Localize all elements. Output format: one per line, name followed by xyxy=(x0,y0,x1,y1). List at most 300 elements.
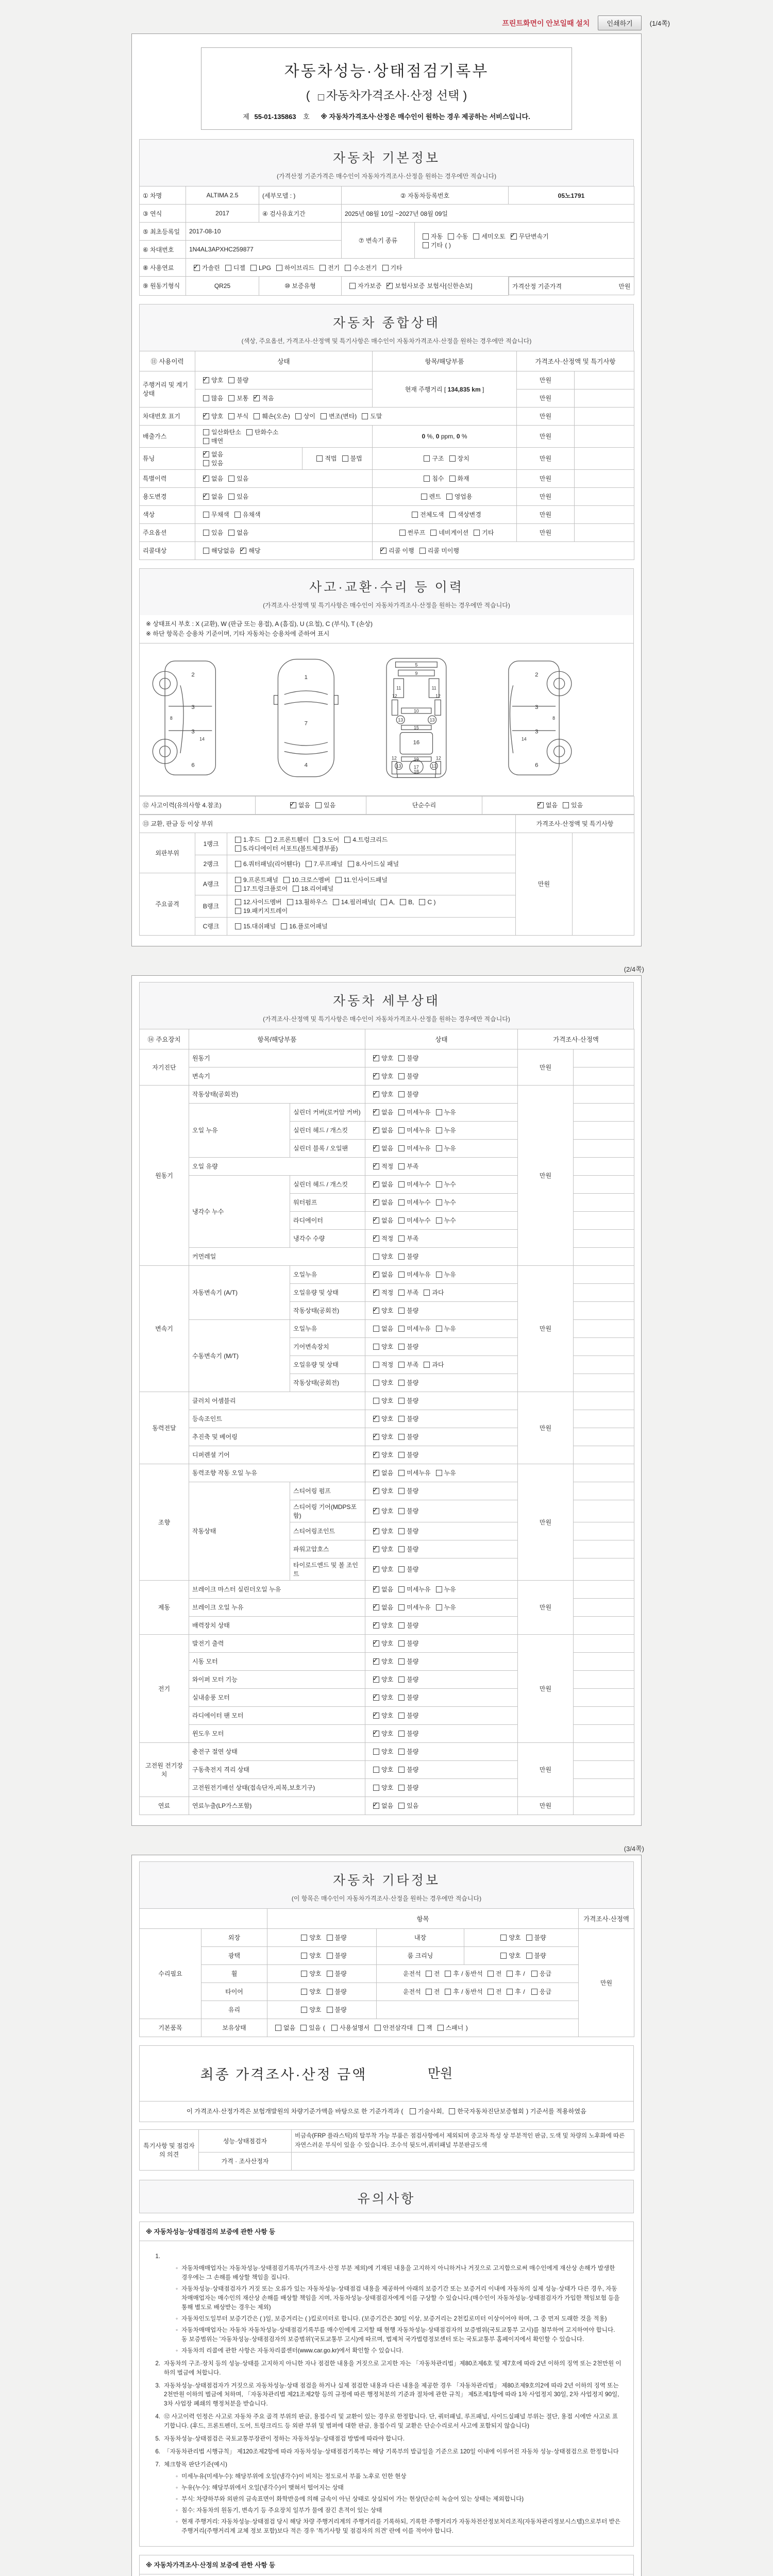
bullet-icon: ◦ xyxy=(176,2496,178,2503)
checkbox-label: 누유 xyxy=(444,1325,456,1333)
checkbox[interactable] xyxy=(500,1935,507,1941)
notice-sub-text: 자동차매매업자는 자동차성능·상태점검기록부(가격조사·산정 부분 제외)에 기재된 내용을 고지하지 아니하거나 거짓으로 고지함으로써 매수인에게 재산상 손해가 발생한 경우에는 그 손해를 배상할 책임을 집니다. xyxy=(181,2264,615,2281)
cell xyxy=(256,796,366,814)
checkbox-checked[interactable] xyxy=(373,1127,379,1133)
checkbox[interactable] xyxy=(265,837,272,843)
checkbox-label: 없음 xyxy=(381,1199,394,1207)
cell xyxy=(373,469,517,487)
checkbox[interactable] xyxy=(398,1546,405,1552)
checkbox-checked[interactable] xyxy=(373,1145,379,1151)
checkbox[interactable] xyxy=(301,1989,307,1995)
checkbox-checked[interactable] xyxy=(373,1508,379,1514)
checkbox[interactable] xyxy=(315,802,322,808)
checkbox[interactable] xyxy=(373,1362,379,1368)
checkbox[interactable] xyxy=(398,1713,405,1719)
checkbox[interactable] xyxy=(399,530,406,536)
checkbox[interactable] xyxy=(283,877,290,883)
print-button[interactable]: 인쇄하기 xyxy=(598,15,641,30)
checkbox[interactable] xyxy=(474,530,480,536)
checkbox-checked[interactable] xyxy=(373,1416,379,1422)
cell: 주요옵션 xyxy=(140,523,195,541)
checkbox[interactable] xyxy=(507,1971,513,1977)
panel-number: 12 xyxy=(392,755,397,761)
checkbox[interactable] xyxy=(373,1380,379,1386)
checkbox-checked[interactable] xyxy=(373,1308,379,1314)
checkbox[interactable] xyxy=(424,1362,430,1368)
price-cell: 만원 xyxy=(517,389,575,407)
checkbox[interactable] xyxy=(318,94,324,100)
checkbox[interactable] xyxy=(398,1272,405,1278)
checkbox[interactable] xyxy=(228,413,234,419)
checkbox[interactable] xyxy=(301,1971,307,1977)
checkbox-label: 양호 xyxy=(381,1676,394,1684)
checkbox[interactable] xyxy=(398,1127,405,1133)
checkbox[interactable] xyxy=(398,1508,405,1514)
panel-number: 15 xyxy=(414,725,419,731)
checkbox[interactable] xyxy=(381,899,387,905)
checkbox-label: 불량 xyxy=(407,1658,419,1666)
section-subtitle: (이 항목은 매수인이 자동차가격조사·산정을 원하는 경우에만 적습니다) xyxy=(291,1894,482,1902)
checkbox[interactable] xyxy=(446,494,452,500)
checkbox[interactable] xyxy=(436,1109,442,1115)
checkbox-label: 불량 xyxy=(334,1988,347,1996)
checkbox[interactable] xyxy=(275,2025,281,2031)
cell xyxy=(482,796,634,814)
checkbox-label: 누유 xyxy=(444,1145,456,1153)
checkbox-checked[interactable] xyxy=(240,548,246,554)
checkbox-checked[interactable] xyxy=(373,1452,379,1458)
checkbox[interactable] xyxy=(373,1344,379,1350)
checkbox[interactable] xyxy=(400,899,406,905)
checkbox[interactable] xyxy=(314,837,320,843)
checkbox-label: 전 xyxy=(433,1988,440,1996)
checkbox[interactable] xyxy=(438,2025,444,2031)
text: / xyxy=(521,1970,527,1978)
checkbox[interactable] xyxy=(398,1199,405,1206)
checkbox[interactable] xyxy=(203,438,209,444)
checkbox[interactable] xyxy=(449,476,456,482)
cell: ② 자동차등록번호 xyxy=(342,187,509,205)
checkbox[interactable] xyxy=(445,1971,451,1977)
checkbox-checked[interactable] xyxy=(203,494,209,500)
checkbox-checked[interactable] xyxy=(373,1658,379,1665)
checkbox[interactable] xyxy=(445,1989,451,1995)
checkbox-checked[interactable] xyxy=(203,377,209,383)
checkbox[interactable] xyxy=(306,861,312,867)
checkbox-label: 후 xyxy=(515,1970,521,1978)
checkbox[interactable] xyxy=(531,1989,537,1995)
panel-number: 12 xyxy=(392,693,397,699)
checkbox[interactable] xyxy=(507,1989,513,1995)
checkbox[interactable] xyxy=(398,1326,405,1332)
checkbox[interactable] xyxy=(301,2007,307,2013)
cell: 특별이력 xyxy=(140,469,195,487)
price-cell: 만원 xyxy=(518,1634,574,1742)
item-label: 파워고압호스 xyxy=(290,1540,365,1558)
checkbox[interactable] xyxy=(526,1935,532,1941)
checkbox[interactable] xyxy=(398,1091,405,1097)
checkbox-checked[interactable] xyxy=(373,1470,379,1476)
toolbar xyxy=(103,0,670,33)
checkbox-checked[interactable] xyxy=(373,1199,379,1206)
subgroup-label: 냉각수 누수 xyxy=(189,1175,290,1247)
checkbox[interactable] xyxy=(426,1971,432,1977)
checkbox-checked[interactable] xyxy=(373,1217,379,1224)
checkbox-label: 양호 xyxy=(309,2006,322,2014)
cell: 배출가스 xyxy=(140,425,195,447)
notice-item-number: 3. xyxy=(155,2382,160,2389)
checkbox[interactable] xyxy=(295,413,301,419)
checkbox[interactable] xyxy=(398,1566,405,1572)
checkbox[interactable] xyxy=(228,377,234,383)
checkbox-checked[interactable] xyxy=(386,283,393,289)
checkbox[interactable] xyxy=(327,1953,333,1959)
checkbox[interactable] xyxy=(301,1953,307,1959)
checkbox[interactable] xyxy=(436,1199,442,1206)
checkbox-label: 양호 xyxy=(309,1952,322,1960)
checkbox[interactable] xyxy=(281,923,287,929)
checkbox[interactable] xyxy=(246,429,253,435)
checkbox[interactable] xyxy=(331,2025,338,2031)
checkbox[interactable] xyxy=(373,1253,379,1260)
checkbox[interactable] xyxy=(398,1344,405,1350)
checkbox[interactable] xyxy=(327,1935,333,1941)
checkbox[interactable] xyxy=(398,1676,405,1683)
checkbox-label: 불량 xyxy=(407,1397,419,1405)
checkbox[interactable] xyxy=(301,1935,307,1941)
checkbox[interactable] xyxy=(430,530,436,536)
checkbox[interactable] xyxy=(362,413,368,419)
checkbox[interactable] xyxy=(398,1434,405,1440)
amount-cell xyxy=(574,1067,634,1085)
checkbox[interactable] xyxy=(424,476,430,482)
checkbox[interactable] xyxy=(436,1181,442,1188)
checkbox-checked[interactable] xyxy=(254,395,260,401)
checkbox-label: 19.패키지트레이 xyxy=(243,907,288,914)
checkbox[interactable] xyxy=(398,1181,405,1188)
checkbox-checked[interactable] xyxy=(373,1640,379,1647)
checkbox-checked[interactable] xyxy=(373,1488,379,1494)
table-row xyxy=(140,1908,634,1928)
price-cell: 만원 xyxy=(517,505,575,523)
checkbox-label: 장치 xyxy=(457,455,469,462)
checkbox[interactable] xyxy=(436,1586,442,1592)
cell: 외판부위 xyxy=(140,833,195,873)
status-cell xyxy=(365,1688,518,1706)
checkbox[interactable] xyxy=(327,2007,333,2013)
checkbox[interactable] xyxy=(225,265,231,271)
checkbox[interactable] xyxy=(373,1749,379,1755)
checkbox-checked[interactable] xyxy=(373,1290,379,1296)
checkbox[interactable] xyxy=(349,283,356,289)
checkbox[interactable] xyxy=(436,1127,442,1133)
text: 운전석 xyxy=(402,1970,421,1978)
checkbox[interactable] xyxy=(449,512,456,518)
cell: ⑤ 최초등록일 xyxy=(140,223,186,241)
checkbox[interactable] xyxy=(449,2108,455,2114)
checkbox[interactable] xyxy=(473,233,479,240)
cell xyxy=(575,389,634,407)
checkbox[interactable] xyxy=(398,1528,405,1534)
checkbox[interactable] xyxy=(203,530,209,536)
status-cell xyxy=(365,1410,518,1428)
checkbox[interactable] xyxy=(203,548,209,554)
car-panel-diagram xyxy=(139,643,634,796)
checkbox[interactable] xyxy=(203,395,209,401)
checkbox[interactable] xyxy=(418,2025,424,2031)
checkbox-checked[interactable] xyxy=(373,1091,379,1097)
checkbox[interactable] xyxy=(254,413,260,419)
checkbox-checked[interactable] xyxy=(511,233,517,240)
checkbox[interactable] xyxy=(398,1488,405,1494)
cell xyxy=(373,425,517,447)
checkbox[interactable] xyxy=(436,1145,442,1151)
text: 운전석 xyxy=(402,1988,421,1996)
checkbox[interactable] xyxy=(228,395,234,401)
checkbox-checked[interactable] xyxy=(373,1731,379,1737)
checkbox-label: 없음 xyxy=(211,475,224,482)
checkbox[interactable] xyxy=(398,1398,405,1404)
notice-item xyxy=(151,2434,622,2444)
document-number: 55-01-135863 xyxy=(254,113,296,121)
item-label: 라디에이터 xyxy=(290,1211,365,1229)
checkbox[interactable] xyxy=(235,923,241,929)
checkbox-label: 양호 xyxy=(381,1694,394,1702)
checkbox[interactable] xyxy=(373,1785,379,1791)
checkbox[interactable] xyxy=(228,530,234,536)
checkbox-checked[interactable] xyxy=(373,1109,379,1115)
cell: 1랭크 xyxy=(195,833,227,855)
status-cell xyxy=(365,1540,518,1558)
checkbox[interactable] xyxy=(419,548,426,554)
checkbox-checked[interactable] xyxy=(373,1163,379,1170)
checkbox[interactable] xyxy=(293,886,299,892)
panel-number: 3 xyxy=(535,704,539,710)
checkbox-label: 부식 xyxy=(237,413,249,420)
checkbox[interactable] xyxy=(276,265,282,271)
checkbox[interactable] xyxy=(526,1953,532,1959)
checkbox[interactable] xyxy=(287,899,293,905)
checkbox-checked[interactable] xyxy=(373,1586,379,1592)
notice-sub-item xyxy=(176,2517,622,2536)
checkbox-label: 있음 xyxy=(237,493,249,500)
checkbox[interactable] xyxy=(398,1235,405,1242)
checkbox[interactable] xyxy=(398,1604,405,1611)
checkbox[interactable] xyxy=(398,1217,405,1224)
checkbox-checked[interactable] xyxy=(373,1235,379,1242)
notice-sub-text: 누유(누수): 해당부위에서 오일(냉각수)이 맺혀서 떨어지는 상태 xyxy=(181,2484,344,2492)
checkbox[interactable] xyxy=(449,455,456,462)
checkbox[interactable] xyxy=(375,2025,381,2031)
checkbox[interactable] xyxy=(235,845,241,852)
checkbox-checked[interactable] xyxy=(373,1181,379,1188)
status-cell xyxy=(365,1558,518,1580)
checkbox-checked[interactable] xyxy=(290,802,296,808)
checkbox-checked[interactable] xyxy=(373,1604,379,1611)
checkbox[interactable] xyxy=(228,494,234,500)
value: 134,835 km xyxy=(447,385,481,393)
checkbox-label: 8.사이드실 패널 xyxy=(356,860,399,868)
notice-item-number: 2. xyxy=(155,2360,160,2367)
checkbox[interactable] xyxy=(398,1731,405,1737)
detail-state-table xyxy=(139,1029,634,1815)
checkbox[interactable] xyxy=(448,233,454,240)
checkbox[interactable] xyxy=(436,1272,442,1278)
checkbox[interactable] xyxy=(531,1971,537,1977)
status-cell xyxy=(365,1598,518,1616)
rear-panel xyxy=(397,774,435,777)
checkbox[interactable] xyxy=(373,1767,379,1773)
checkbox[interactable] xyxy=(235,886,241,892)
checkbox[interactable] xyxy=(412,512,418,518)
cell: 색상 xyxy=(140,505,195,523)
checkbox[interactable] xyxy=(345,265,351,271)
checkbox[interactable] xyxy=(342,455,348,462)
checkbox[interactable] xyxy=(398,1470,405,1476)
checkbox[interactable] xyxy=(398,1749,405,1755)
checkbox[interactable] xyxy=(436,1217,442,1224)
checkbox[interactable] xyxy=(424,455,430,462)
checkbox[interactable] xyxy=(321,413,327,419)
checkbox-checked[interactable] xyxy=(373,1073,379,1079)
checkbox[interactable] xyxy=(300,2025,307,2031)
checkbox[interactable] xyxy=(398,1362,405,1368)
checkbox[interactable] xyxy=(398,1586,405,1592)
checkbox[interactable] xyxy=(344,837,350,843)
checkbox-checked[interactable] xyxy=(373,1528,379,1534)
checkbox-checked[interactable] xyxy=(203,476,209,482)
checkbox[interactable] xyxy=(235,899,241,905)
checkbox-checked[interactable] xyxy=(373,1713,379,1719)
item-label: 커먼레일 xyxy=(189,1247,365,1265)
checkbox[interactable] xyxy=(398,1452,405,1458)
checkbox[interactable] xyxy=(563,802,569,808)
checkbox[interactable] xyxy=(398,1055,405,1061)
checkbox[interactable] xyxy=(436,1604,442,1611)
checkbox[interactable] xyxy=(373,1398,379,1404)
cell: 룸 크리닝 xyxy=(377,1946,464,1964)
checkbox[interactable] xyxy=(382,265,389,271)
checkbox[interactable] xyxy=(398,1767,405,1773)
checkbox[interactable] xyxy=(250,265,257,271)
checkbox[interactable] xyxy=(228,476,234,482)
checkbox[interactable] xyxy=(398,1308,405,1314)
document-number-row xyxy=(207,111,566,121)
item-label: 스티어링조인트 xyxy=(290,1522,365,1540)
checkbox[interactable] xyxy=(333,899,339,905)
checkbox-checked[interactable] xyxy=(373,1055,379,1061)
checkbox[interactable] xyxy=(327,1971,333,1977)
checkbox[interactable] xyxy=(398,1253,405,1260)
checkbox[interactable] xyxy=(398,1640,405,1647)
checkbox[interactable] xyxy=(203,512,209,518)
checkbox[interactable] xyxy=(398,1109,405,1115)
checkbox[interactable] xyxy=(423,242,429,248)
notice-sub-item xyxy=(176,2284,622,2312)
amount-cell xyxy=(574,1797,634,1815)
checkbox[interactable] xyxy=(436,1326,442,1332)
notice-group-heading: ※ 자동차가격조사·산정의 보증에 관한 사항 등 xyxy=(139,2555,634,2574)
status-cell xyxy=(365,1067,518,1085)
checkbox[interactable] xyxy=(421,494,427,500)
checkbox[interactable] xyxy=(373,1326,379,1332)
checkbox-checked[interactable] xyxy=(373,1546,379,1552)
checkbox-checked[interactable] xyxy=(380,548,386,554)
checkbox[interactable] xyxy=(426,1989,432,1995)
checkbox[interactable] xyxy=(398,1145,405,1151)
checkbox[interactable] xyxy=(398,1073,405,1079)
checkbox-label: 양호 xyxy=(381,1451,394,1459)
table-row xyxy=(140,1464,634,1482)
checkbox[interactable] xyxy=(398,1163,405,1170)
checkbox[interactable] xyxy=(488,1971,494,1977)
checkbox-checked[interactable] xyxy=(203,451,209,457)
checkbox[interactable] xyxy=(410,2108,416,2114)
checkbox[interactable] xyxy=(316,455,323,462)
checkbox[interactable] xyxy=(419,899,425,905)
checkbox-checked[interactable] xyxy=(203,413,209,419)
checkbox[interactable] xyxy=(235,908,241,914)
checkbox[interactable] xyxy=(398,1785,405,1791)
checkbox[interactable] xyxy=(335,877,342,883)
checkbox[interactable] xyxy=(423,233,429,240)
checkbox[interactable] xyxy=(348,861,354,867)
checkbox[interactable] xyxy=(235,861,241,867)
table-row xyxy=(140,1029,634,1049)
section-notices-header xyxy=(139,2180,634,2213)
checkbox[interactable] xyxy=(234,512,241,518)
checkbox[interactable] xyxy=(436,1470,442,1476)
checkbox-label: 불량 xyxy=(407,1253,419,1261)
checkbox[interactable] xyxy=(500,1953,507,1959)
checkbox-checked[interactable] xyxy=(373,1676,379,1683)
checkbox-label: 양호 xyxy=(381,1546,394,1553)
checkbox[interactable] xyxy=(327,1989,333,1995)
checkbox-label: 부족 xyxy=(407,1289,419,1297)
item-label: 스티어링 펌프 xyxy=(290,1482,365,1500)
item-label: 워터펌프 xyxy=(290,1193,365,1211)
checkbox-label: 양호 xyxy=(381,1253,394,1261)
checkbox[interactable] xyxy=(398,1290,405,1296)
checkbox-checked[interactable] xyxy=(373,1272,379,1278)
checkbox[interactable] xyxy=(398,1622,405,1629)
checkbox-checked[interactable] xyxy=(373,1694,379,1701)
checkbox[interactable] xyxy=(398,1380,405,1386)
checkbox-checked[interactable] xyxy=(373,1803,379,1809)
checkbox[interactable] xyxy=(488,1989,494,1995)
checkbox[interactable] xyxy=(398,1694,405,1701)
checkbox-checked[interactable] xyxy=(194,265,200,271)
checkbox[interactable] xyxy=(235,877,241,883)
checkbox-checked[interactable] xyxy=(537,802,544,808)
checkbox[interactable] xyxy=(398,1416,405,1422)
checkbox[interactable] xyxy=(235,837,241,843)
status-cell xyxy=(365,1616,518,1634)
cell xyxy=(377,1982,579,2001)
checkbox-label: 12.사이드멤버 xyxy=(243,898,282,906)
checkbox[interactable] xyxy=(320,265,326,271)
checkbox[interactable] xyxy=(398,1658,405,1665)
checkbox[interactable] xyxy=(398,1803,405,1809)
checkbox-checked[interactable] xyxy=(373,1622,379,1629)
checkbox[interactable] xyxy=(424,1290,430,1296)
checkbox[interactable] xyxy=(203,429,209,435)
checkbox-checked[interactable] xyxy=(373,1434,379,1440)
checkbox[interactable] xyxy=(203,460,209,466)
table-row xyxy=(140,187,634,205)
checkbox-checked[interactable] xyxy=(373,1566,379,1572)
checkbox-label: 5.라디에이터 서포트(볼트체결부품) xyxy=(243,844,338,852)
